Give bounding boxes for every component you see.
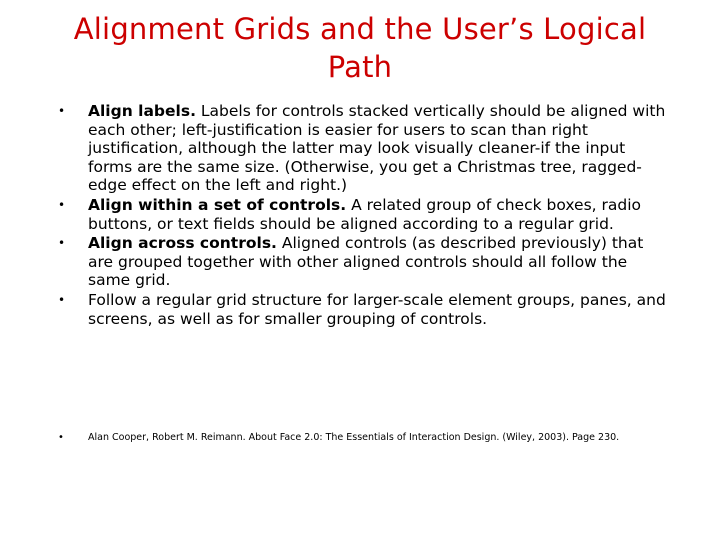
bullet-regular-grid [58,291,668,328]
reference-citation [58,431,678,445]
bullet-marker-icon: • [58,236,66,251]
bullet-text: Follow a regular grid structure for larger-scale element groups, panes, and screens, as well as for smaller grouping of controls. [88,290,666,328]
reference-text: Alan Cooper, Robert M. Reimann. About Face 2.0: The Essentials of Interaction Design. (Wiley, 2003). Page 230. [88,432,620,443]
bullet-align-within-set [58,196,668,233]
bullet-text: Labels for controls stacked vertically should be aligned with each other; left-justification is easier for users to scan than right justification, although the latter may look visually cleaner-if the input forms are the same size. (Otherwise, you get a Christmas tree, ragged-edge effect on the left and right.) [88,102,666,195]
bullet-list [58,102,668,329]
bullet-align-across-controls [58,234,668,290]
bullet-marker-icon: • [58,197,66,212]
bullet-text: Aligned controls (as described previously) that are grouped together with other aligned controls should all follow the same grid. [88,234,644,290]
bullet-align-labels [58,102,668,195]
bullet-marker-icon: • [58,292,66,307]
bullet-heading: Align labels. [88,102,196,120]
bullet-marker-icon: • [58,432,64,443]
slide-title: Alignment Grids and the User’s Logical Path [73,12,647,84]
bullet-heading: Align within a set of controls. [88,195,347,214]
bullet-text: A related group of check boxes, radio buttons, or text fields should be aligned according to a regular grid. [88,195,642,233]
bullet-heading: Align across controls. [88,234,277,253]
bullet-marker-icon: • [58,104,66,118]
